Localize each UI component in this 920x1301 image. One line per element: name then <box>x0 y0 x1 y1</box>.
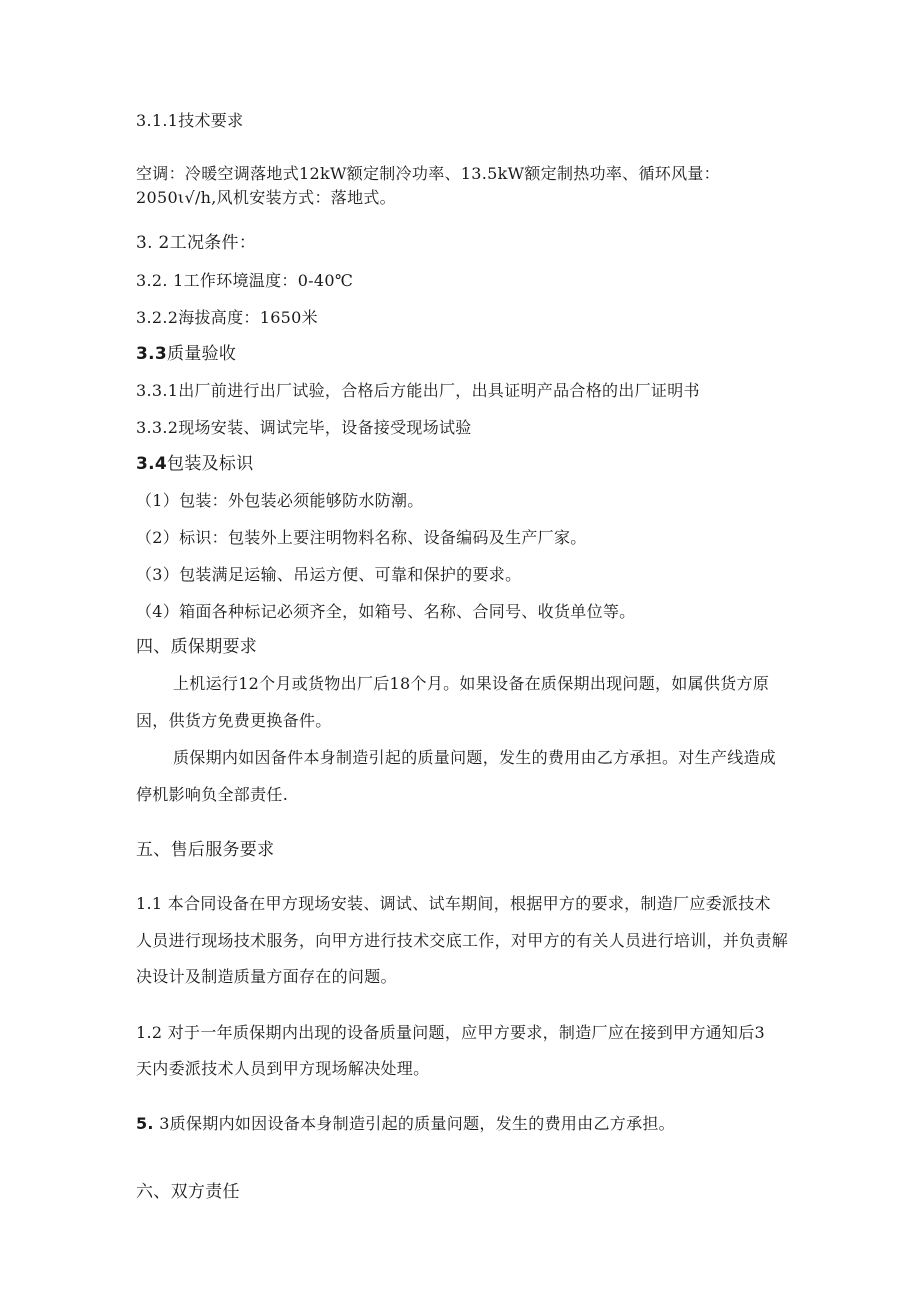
section-3-2-2: 3.2.2海拔高度：1650米 <box>136 308 318 327</box>
section-5-title: 五、售后服务要求 <box>136 840 275 860</box>
packaging-item-2: （2）标识：包装外上要注明物料名称、设备编码及生产厂家。 <box>136 528 587 547</box>
service-5-3-text: 3质保期内如因设备本身制造引起的质量问题，发生的费用由乙方承担。 <box>153 1114 675 1133</box>
service-1-2-line-1: 1.2 对于一年质保期内出现的设备质量问题，应甲方要求，制造厂应在接到甲方通知后3 <box>136 1023 766 1042</box>
section-3-2-1: 3.2. 1工作环境温度：0-40℃ <box>136 271 354 290</box>
warranty-para-1-line-1: 上机运行12个月或货物出厂后18个月。如果设备在质保期出现问题，如属供货方原 <box>173 674 770 693</box>
section-4-title: 四、质保期要求 <box>136 637 258 657</box>
service-1-1-line-1: 1.1 本合同设备在甲方现场安装、调试、试车期间，根据甲方的要求，制造厂应委派技术 <box>136 894 771 913</box>
packaging-item-3: （3）包装满足运输、吊运方便、可靠和保护的要求。 <box>136 565 522 584</box>
packaging-item-4: （4）箱面各种标记必须齐全，如箱号、名称、合同号、收货单位等。 <box>136 602 636 621</box>
ac-spec-line-2: 2050ι√/h,风机安装方式：落地式。 <box>136 188 396 207</box>
warranty-para-2-line-1: 质保期内如因备件本身制造引起的质量问题，发生的费用由乙方承担。对生产线造成 <box>173 748 777 767</box>
section-3-4-number: 3.4 <box>136 454 168 474</box>
service-1-1-line-2: 人员进行现场技术服务，向甲方进行技术交底工作，对甲方的有关人员进行培训，并负责解 <box>136 931 789 950</box>
section-3-2-title: 3. 2工况条件： <box>136 233 257 253</box>
packaging-item-1: （1）包装：外包装必须能够防水防潮。 <box>136 491 424 510</box>
warranty-para-1-line-2: 因，供货方免费更换备件。 <box>136 711 332 730</box>
service-5-3-number: 5. <box>136 1114 154 1133</box>
service-5-3 <box>136 1113 675 1135</box>
section-3-3-2: 3.3.2现场安装、调试完毕，设备接受现场试验 <box>136 418 472 437</box>
section-3-1-1-title: 3.1.1技术要求 <box>136 111 244 130</box>
section-3-3-label: 质量验收 <box>167 344 237 364</box>
ac-spec-line-1: 空调：冷暖空调落地式12kW额定制冷功率、13.5kW额定制热功率、循环风量： <box>136 164 720 183</box>
section-3-3-title <box>136 343 236 365</box>
section-3-3-number: 3.3 <box>136 344 168 364</box>
section-3-4-title <box>136 453 254 475</box>
section-3-3-1: 3.3.1出厂前进行出厂试验，合格后方能出厂，出具证明产品合格的出厂证明书 <box>136 381 700 400</box>
service-1-1-line-3: 决设计及制造质量方面存在的问题。 <box>136 967 397 986</box>
warranty-para-2-line-2: 停机影响负全部责任. <box>136 785 289 804</box>
section-6-title: 六、双方责任 <box>136 1182 240 1202</box>
section-3-4-label: 包装及标识 <box>167 454 254 474</box>
service-1-2-line-2: 天内委派技术人员到甲方现场解决处理。 <box>136 1059 430 1078</box>
